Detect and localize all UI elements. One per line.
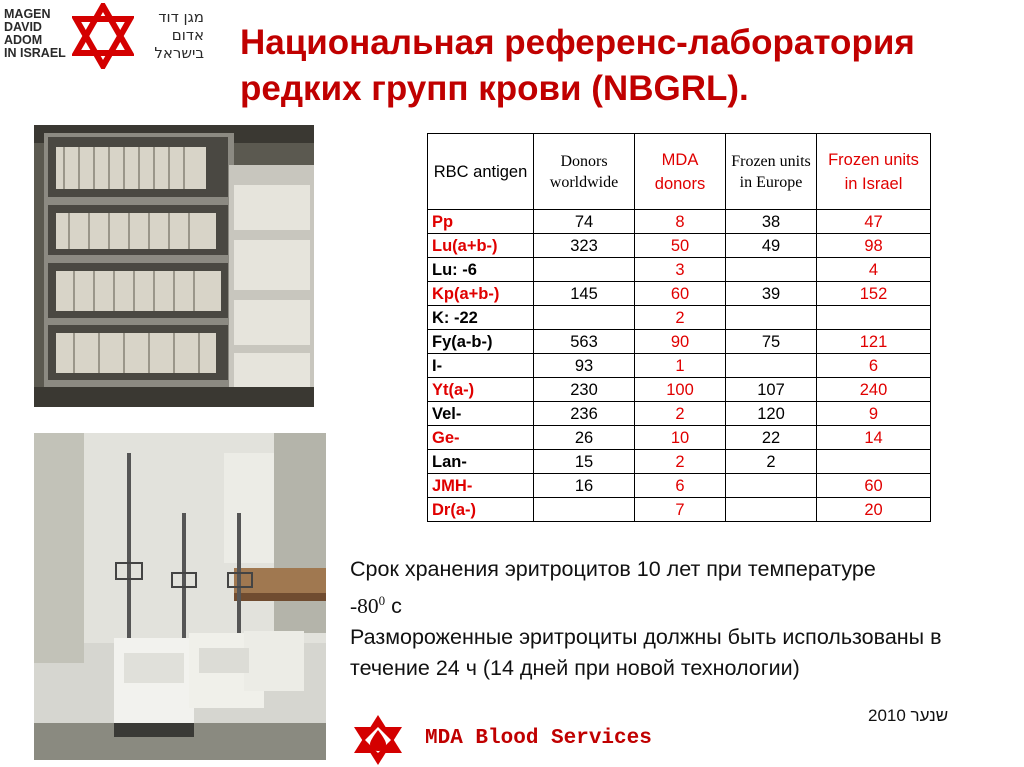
temperature-unit: с [385,594,402,619]
cell-mda-donors: 6 [635,474,726,498]
table-row [428,426,931,450]
cell-donors-worldwide: 563 [534,330,635,354]
table-row [428,282,931,306]
table-row [428,474,931,498]
mda-logo [0,0,204,75]
cell-antigen: I- [428,354,534,378]
year-label: 2010 שנער [868,706,949,725]
cell-donors-worldwide: 15 [534,450,635,474]
cell-frozen-europe [726,498,817,522]
header-mda-donors: MDA donors [635,134,726,210]
cell-antigen: Lan- [428,450,534,474]
cell-mda-donors: 2 [635,306,726,330]
cell-mda-donors: 2 [635,450,726,474]
cell-antigen: Ge- [428,426,534,450]
logo-hebrew-text [140,8,204,62]
cell-mda-donors: 90 [635,330,726,354]
cell-antigen: Fy(a-b-) [428,330,534,354]
cell-mda-donors: 7 [635,498,726,522]
table-row [428,402,931,426]
note-line-temperature [350,585,990,622]
cell-mda-donors: 50 [635,234,726,258]
cell-antigen: JMH- [428,474,534,498]
cell-frozen-europe [726,354,817,378]
logo-en-line: ADOM [4,33,43,47]
cell-frozen-europe: 120 [726,402,817,426]
table-row [428,210,931,234]
logo-english-text [4,8,66,60]
table-row [428,354,931,378]
cell-frozen-europe: 75 [726,330,817,354]
cell-donors-worldwide: 236 [534,402,635,426]
cell-frozen-israel: 60 [817,474,931,498]
cell-frozen-israel: 4 [817,258,931,282]
cell-donors-worldwide [534,258,635,282]
cell-donors-worldwide [534,306,635,330]
cell-frozen-europe [726,258,817,282]
cell-frozen-israel: 6 [817,354,931,378]
cell-antigen: K: -22 [428,306,534,330]
cell-donors-worldwide: 74 [534,210,635,234]
cell-mda-donors: 1 [635,354,726,378]
cell-antigen: Yt(a-) [428,378,534,402]
table-row [428,450,931,474]
cell-frozen-israel: 14 [817,426,931,450]
cell-mda-donors: 60 [635,282,726,306]
note-line-storage: Срок хранения эритроцитов 10 лет при температуре [350,557,876,581]
cell-frozen-israel: 98 [817,234,931,258]
logo-en-line: DAVID [4,20,42,34]
cell-donors-worldwide: 16 [534,474,635,498]
cell-frozen-europe: 22 [726,426,817,450]
logo-he-line: בישראל [154,44,204,62]
cell-mda-donors: 100 [635,378,726,402]
freezer-equipment-photo [34,433,326,760]
header-frozen-israel: Frozen units in Israel [817,134,931,210]
cell-antigen: Kp(a+b-) [428,282,534,306]
cell-frozen-europe [726,306,817,330]
logo-en-line: IN ISRAEL [4,46,66,60]
cell-donors-worldwide: 230 [534,378,635,402]
cell-frozen-israel: 240 [817,378,931,402]
footer-brand: MDA Blood Services [425,727,652,750]
cell-frozen-europe: 49 [726,234,817,258]
header-rbc-antigen: RBC antigen [428,134,534,210]
logo-he-line: מגן דוד [158,8,204,26]
cell-frozen-israel [817,306,931,330]
temperature-degree: 0 [378,593,386,608]
cell-antigen: Vel- [428,402,534,426]
table-header-row [428,134,931,210]
note-line-thawed: Размороженные эритроциты должны быть использованы в течение 24 ч (14 дней при новой технологии) [350,625,942,681]
cell-mda-donors: 8 [635,210,726,234]
cell-donors-worldwide [534,498,635,522]
cell-frozen-israel: 152 [817,282,931,306]
cell-frozen-israel: 20 [817,498,931,522]
cell-frozen-europe [726,474,817,498]
cell-donors-worldwide: 145 [534,282,635,306]
table-row [428,498,931,522]
rare-blood-table [427,133,931,522]
cell-donors-worldwide: 323 [534,234,635,258]
table-row [428,378,931,402]
temperature-value: -80 [350,594,379,619]
table-row [428,330,931,354]
cell-frozen-israel [817,450,931,474]
cell-frozen-europe: 2 [726,450,817,474]
storage-shelves-photo [34,125,314,407]
cell-mda-donors: 3 [635,258,726,282]
cell-antigen: Lu(a+b-) [428,234,534,258]
logo-en-line: MAGEN [4,7,51,21]
cell-antigen: Dr(a-) [428,498,534,522]
cell-frozen-europe: 39 [726,282,817,306]
slide-title: Национальная референс-лаборатория редких групп крови (NBGRL). [240,23,915,108]
logo-he-line: אדום [171,26,204,44]
cell-mda-donors: 2 [635,402,726,426]
table-row [428,306,931,330]
cell-frozen-europe: 107 [726,378,817,402]
header-frozen-europe: Frozen units in Europe [726,134,817,210]
cell-donors-worldwide: 26 [534,426,635,450]
cell-frozen-israel: 47 [817,210,931,234]
cell-frozen-europe: 38 [726,210,817,234]
cell-frozen-israel: 9 [817,402,931,426]
table-row [428,258,931,282]
table-row [428,234,931,258]
storage-note [350,554,990,684]
star-of-david-icon [72,3,134,69]
header-donors-worldwide: Donors worldwide [534,134,635,210]
cell-antigen: Lu: -6 [428,258,534,282]
cell-mda-donors: 10 [635,426,726,450]
cell-donors-worldwide: 93 [534,354,635,378]
red-star-drop-icon [350,713,406,767]
cell-antigen: Pp [428,210,534,234]
cell-frozen-israel: 121 [817,330,931,354]
